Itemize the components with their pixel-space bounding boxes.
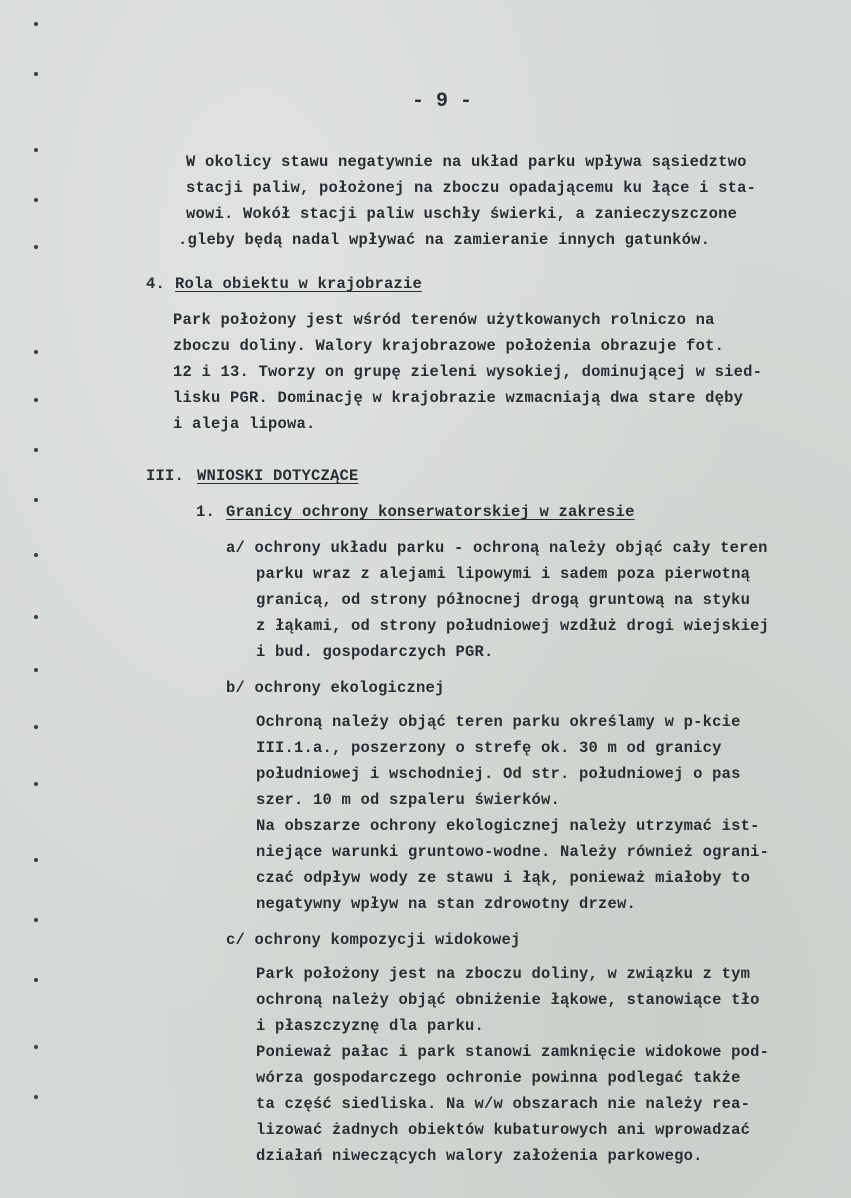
section-number: 4. <box>146 275 166 293</box>
text-line: parku wraz z alejami lipowymi i sadem poza pierwotną <box>256 565 751 583</box>
section-heading: Rola obiektu w krajobrazie <box>175 275 423 293</box>
text-line: Park położony jest wśród terenów użytkowanych rolniczo na <box>173 311 715 329</box>
text-line: ochroną należy objąć obniżenie łąkowe, stanowiące tło <box>256 991 760 1009</box>
text-line: Na obszarze ochrony ekologicznej należy utrzymać ist- <box>256 817 760 835</box>
text-line: Ochroną należy objąć teren parku określamy w p-kcie <box>256 713 741 731</box>
text-line: ta część siedliska. Na w/w obszarach nie należy rea- <box>256 1095 751 1113</box>
text-line: 12 i 13. Tworzy on grupę zieleni wysokiej, dominującej w sied- <box>173 363 763 381</box>
subsection-heading: Granicy ochrony konserwatorskiej w zakresie <box>226 503 635 521</box>
subsection-number: 1. <box>196 503 216 521</box>
text-line: a/ ochrony układu parku - ochroną należy objąć cały teren <box>226 539 768 557</box>
text-line: działań niweczących walory założenia parkowego. <box>256 1147 703 1165</box>
text-line: negatywny wpływ na stan zdrowotny drzew. <box>256 895 637 913</box>
text-line: W okolicy stawu negatywnie na układ parku wpływa sąsiedztwo <box>186 153 747 171</box>
text-line: III.1.a., poszerzony o strefę ok. 30 m od granicy <box>256 739 722 757</box>
text-line: południowej i wschodniej. Od str. południowej o pas <box>256 765 741 783</box>
text-line: lisku PGR. Dominację w krajobrazie wzmacniają dwa stare dęby <box>173 389 744 407</box>
text-line: lizować żadnych obiektów kubaturowych ani wprowadzać <box>256 1121 751 1139</box>
text-line: szer. 10 m od szpaleru świerków. <box>256 791 561 809</box>
text-line: stacji paliw, położonej na zboczu opadającemu ku łące i sta- <box>186 179 757 197</box>
text-line: wowi. Wokół stacji paliw uschły świerki, a zanieczyszczone <box>186 205 738 223</box>
page-number: - 9 - <box>412 90 473 113</box>
text-line: i płaszczyznę dla parku. <box>256 1017 485 1035</box>
chapter-number: III. <box>146 467 185 485</box>
text-line: z łąkami, od strony południowej wzdłuż drogi wiejskiej <box>256 617 770 635</box>
text-line: niejące warunki gruntowo-wodne. Należy również ograni- <box>256 843 770 861</box>
text-line: wórza gospodarczego ochronie powinna podlegać także <box>256 1069 741 1087</box>
text-line: .gleby będą nadal wpływać na zamieranie innych gatunków. <box>178 231 711 249</box>
text-line: i bud. gospodarczych PGR. <box>256 643 494 661</box>
text-line: b/ ochrony ekologicznej <box>226 679 445 697</box>
text-line: i aleja lipowa. <box>173 415 316 433</box>
text-line: zboczu doliny. Walory krajobrazowe położenia obrazuje fot. <box>173 337 725 355</box>
chapter-heading: WNIOSKI DOTYCZĄCE <box>197 467 359 485</box>
text-line: granicą, od strony północnej drogą gruntową na styku <box>256 591 751 609</box>
text-line: Park położony jest na zboczu doliny, w związku z tym <box>256 965 751 983</box>
text-line: czać odpływ wody ze stawu i łąk, ponieważ miałoby to <box>256 869 751 887</box>
text-line: Ponieważ pałac i park stanowi zamknięcie widokowe pod- <box>256 1043 770 1061</box>
text-line: c/ ochrony kompozycji widokowej <box>226 931 521 949</box>
